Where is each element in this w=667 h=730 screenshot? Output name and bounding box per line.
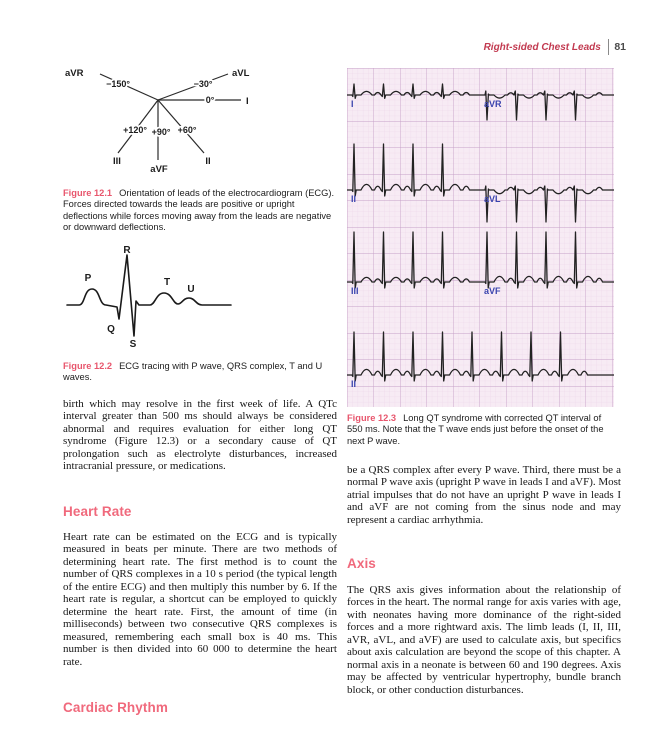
- ecg-grid-lines: [347, 68, 614, 407]
- section-heading-axis: Axis: [347, 556, 376, 571]
- ecg-waveform-path: [67, 255, 231, 336]
- lead-label-avr: aVR: [65, 68, 84, 79]
- figure-12-1-caption-text: Orientation of leads of the electrocardiogram (ECG). Forces directed towards the leads are positive or upright deflections while forces moving away from the leads are negative or downward deflections.: [63, 188, 335, 233]
- figure-12-1-label: Figure 12.1: [63, 188, 113, 198]
- angle-label-plus60: +60°: [177, 125, 197, 135]
- angle-label-minus150: −150°: [106, 79, 130, 89]
- left-paragraph-qtc: birth which may resolve in the first week of life. A QTc interval greater than 500 ms should always be considered abnormal and requires evaluation for either long QT syndrome (Figure 12.3) or a secondary cause of QT prolongation such as electrolyte disturbances, increased intracranial pressure, or medications.: [63, 398, 337, 473]
- wave-label-s: S: [129, 339, 137, 350]
- ecg-strip-lead-label: aVL: [484, 194, 501, 204]
- section-heading-cardiac-rhythm: Cardiac Rhythm: [63, 700, 168, 715]
- left-paragraph-heart-rate: Heart rate can be estimated on the ECG and is typically measured in beats per minute. There are two methods of determining heart rate. The first method is to count the number of QRS complexes in a 10 s period (the typical length of the entire ECG) and then multiply this number by 6. If the heart rate is regular, a shortcut can be employed to quickly determine the heart rate. First, the amount of time (in milliseconds) between two consecutive QRS complexes is measured, remembering each small box is 40 ms. This number is then divided into 60 000 to determine the heart rate.: [63, 531, 337, 668]
- lead-label-iii: III: [113, 156, 121, 167]
- ecg-strip-lead-label: III: [351, 286, 359, 296]
- ecg-strip-lead-label: II: [351, 194, 357, 204]
- wave-label-u: U: [187, 284, 195, 295]
- figure-12-1-lead-diagram: [63, 56, 323, 184]
- ecg-strip-lead-label: aVF: [484, 286, 501, 296]
- right-paragraph-p-wave: be a QRS complex after every P wave. Third, there must be a normal P wave axis (upright P wave in leads I and aVF). Most atrial impulses that do not have an upright P wave in leads I and aVF are not coming from the sinus node and may represent a cardiac arrhythmia.: [347, 464, 621, 526]
- figure-12-2-ecg-tracing: [63, 243, 313, 353]
- wave-label-t: T: [163, 277, 171, 288]
- figure-12-3-label: Figure 12.3: [347, 413, 397, 423]
- running-head-title: Right-sided Chest Leads: [483, 41, 601, 53]
- lead-label-ii: II: [205, 156, 211, 167]
- angle-label-plus120: +120°: [123, 125, 147, 135]
- angle-label-plus90: +90°: [151, 127, 171, 137]
- angle-label-0: 0°: [205, 95, 215, 105]
- angle-label-minus30: −30°: [193, 79, 213, 89]
- figure-12-3-caption: [347, 413, 617, 447]
- wave-label-q: Q: [107, 324, 115, 335]
- ecg-strip-lead-label: aVR: [484, 99, 502, 109]
- page-number: 81: [614, 41, 626, 53]
- lead-label-i: I: [246, 96, 249, 107]
- figure-12-2-caption-text: ECG tracing with P wave, QRS complex, T and U waves.: [63, 361, 323, 383]
- figure-12-3-ecg-strips: [347, 68, 614, 407]
- section-heading-heart-rate: Heart Rate: [63, 504, 132, 519]
- figure-12-3-caption-text: Long QT syndrome with corrected QT interval of 550 ms. Note that the T wave ends just before the onset of the next P wave.: [347, 413, 604, 446]
- figure-12-2-caption: [63, 361, 335, 384]
- wave-label-r: R: [123, 245, 131, 256]
- ecg-strip-lead-label: II: [351, 379, 357, 389]
- running-head: [484, 39, 626, 55]
- lead-label-avl: aVL: [232, 68, 250, 79]
- running-head-divider: [608, 39, 610, 55]
- figure-12-2-label: Figure 12.2: [63, 361, 113, 371]
- lead-label-avf: aVF: [150, 164, 168, 175]
- ecg-strip-lead-label: I: [351, 99, 354, 109]
- figure-12-1-caption: [63, 188, 335, 234]
- right-paragraph-axis: The QRS axis gives information about the relationship of forces in the heart. The normal range for axis varies with age, with neonates having more dominance of the right-sided forces and a more rightward axis. The limb leads (I, II, III, aVR, aVL, and aVF) are used to calculate axis, but specifics about axis calculation are beyond the scope of this chapter. A normal axis in a neonate is between 60 and 190 degrees. Axis may be affected by ventricular hypertrophy, bundle branch block, or other conduction disturbances.: [347, 584, 621, 696]
- wave-label-p: P: [84, 273, 92, 284]
